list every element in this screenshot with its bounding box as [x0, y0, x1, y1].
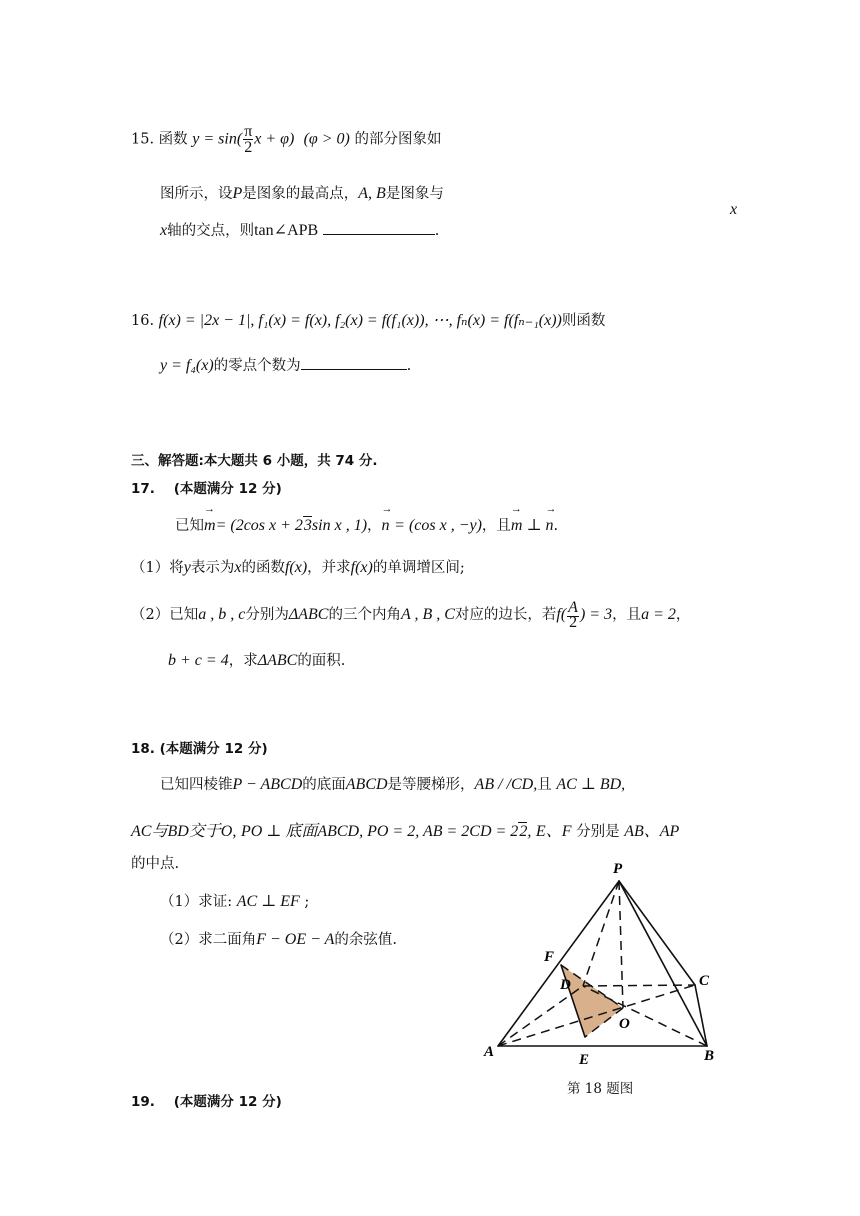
q19-number: 19. [131, 1094, 155, 1110]
q17-text: 对应的边长，若 [454, 607, 557, 623]
q17-math: f( [556, 606, 567, 623]
q17-vector-m: → m [204, 516, 216, 536]
q17-number: 17. [131, 481, 155, 497]
q18-line-1 [160, 775, 625, 795]
q15-math: P [232, 185, 243, 202]
q18-text: 是等腰梯形， [387, 777, 475, 793]
q15-math: tan∠APB [254, 222, 319, 239]
q17-fraction: $\frac{A}{2}$ [568, 599, 578, 631]
q18-math: ABCD [345, 776, 388, 793]
q17-math: = (2cos x + 2 [215, 517, 303, 534]
q18-text: ; [304, 894, 310, 910]
q15-text: . [434, 223, 440, 239]
q18-part-2 [160, 930, 397, 950]
q17-text: ， [367, 518, 382, 534]
q17-text: 分别为 [245, 607, 289, 623]
edge-PD [583, 881, 619, 986]
q18-math: AB / /CD, [474, 776, 538, 793]
q17-text: . [553, 518, 559, 534]
q17-vector-n: → n [546, 516, 554, 536]
q17-text: 的三个内角 [328, 607, 401, 623]
q18-text: 的底面 [302, 777, 346, 793]
q18-text: 已知四棱锥 [160, 777, 233, 793]
q18-score: (本题满分 12 分) [159, 741, 268, 757]
q17-math: ⊥ [522, 517, 546, 534]
label-D: D [560, 977, 571, 993]
q17-math: y [183, 559, 191, 576]
q17-text: ，并求 [307, 560, 351, 576]
q19-header [131, 1092, 282, 1112]
q17-math: sin x , 1) [311, 517, 368, 534]
q16-line-2 [160, 355, 411, 376]
q18-math: PO ⊥ 底面ABCD, PO = 2, AB = 2CD = 2 [240, 823, 519, 840]
q17-part-1 [131, 558, 465, 578]
q17-part-2 [131, 600, 690, 630]
q17-math: f(x) [350, 559, 373, 576]
q17-math: ΔABC [257, 652, 298, 669]
q18-text: 的余弦值. [334, 932, 398, 948]
q18-line-2 [131, 822, 679, 842]
q15-line-3 [160, 220, 439, 241]
q18-sqrt: 2 [519, 823, 528, 840]
q18-text: 且 [537, 777, 552, 793]
q18-figure-caption: 第 18 题图 [567, 1081, 634, 1097]
q15-text: 轴的交点，则 [167, 223, 255, 239]
edge-DC [583, 985, 695, 986]
q15-math: x + φ) [254, 130, 295, 148]
q15-math: x [160, 222, 168, 239]
q18-text: （1）求证: [160, 894, 233, 910]
edge-PC [619, 881, 695, 985]
q18-math: E、F [535, 823, 572, 840]
q15-number: 15. [131, 131, 155, 148]
q17-text: 表示为 [190, 560, 235, 576]
q16-math: f(x) = |2x − 1|, f₁(x) = f(x), f₂(x) = f(f₁(x)), ⋯, fₙ(x) = f(fₙ₋₁(x)) [158, 312, 562, 329]
q17-text: 的函数 [241, 560, 285, 576]
q18-math: F − OE − A [256, 931, 335, 948]
q17-math: ΔABC [288, 606, 329, 623]
edge-PO [619, 881, 623, 1008]
q15-fraction: $\frac{\pi}{2}$ [244, 123, 253, 156]
q15-text: 的部分图象如 [354, 131, 442, 148]
q17-score: (本题满分 12 分) [173, 481, 282, 497]
q18-math: P − ABCD [232, 776, 303, 793]
q15-figure-x-label: x [730, 201, 738, 218]
q18-math: , [527, 823, 532, 840]
q17-math: f(x) [284, 559, 308, 576]
q16-text: 的零点个数为 [213, 358, 301, 374]
q18-line-3: 的中点. [131, 856, 180, 872]
label-O: O [619, 1016, 630, 1032]
q17-text: ，且 [612, 607, 642, 623]
q17-math: = (cos x , −y) [394, 517, 482, 534]
q16-line-1 [131, 311, 605, 331]
q17-part-2-line-2 [168, 651, 345, 671]
section-3-heading: 三、解答题:本大题共 6 小题，共 74 分. [131, 453, 378, 469]
label-E: E [579, 1052, 590, 1068]
q17-math: b + c = 4 [168, 652, 229, 669]
q18-math: AC与BD交于O, [131, 823, 237, 840]
q17-text: 的面积. [297, 653, 346, 669]
q15-condition: (φ > 0) [303, 130, 350, 148]
q17-vector-m: → m [511, 516, 523, 536]
q16-answer-blank[interactable] [301, 355, 407, 370]
q18-number: 18. [131, 741, 155, 757]
edge-BC [695, 985, 707, 1046]
q17-text: （2）已知 [131, 607, 199, 623]
q15-line-1 [131, 124, 441, 155]
q18-math: AB、AP [624, 823, 680, 840]
q18-part-1 [160, 892, 309, 912]
q17-math: A , B , C [400, 606, 455, 623]
q17-vector-n: → n [382, 516, 390, 536]
q18-header [131, 739, 268, 759]
q17-math: a = 2 [641, 606, 676, 623]
q17-text: 的单调增区间; [372, 560, 465, 576]
q18-pyramid-figure [478, 855, 738, 1070]
edge-PB [619, 881, 707, 1046]
q15-text: 是图象与 [385, 186, 444, 202]
q17-text: ， [675, 607, 691, 623]
q17-text: ，求 [228, 653, 258, 669]
label-P: P [613, 861, 623, 877]
q16-number: 16. [131, 313, 155, 329]
q15-text: 是图象的最高点， [242, 186, 359, 202]
q17-math: a , b , c [198, 606, 246, 623]
label-C: C [699, 973, 710, 989]
q19-score: (本题满分 12 分) [173, 1094, 282, 1110]
q17-text: ，且 [481, 518, 511, 534]
q15-line-2 [160, 184, 444, 204]
q18-text: 分别是 [576, 824, 620, 840]
q16-text: 则函数 [561, 313, 606, 329]
q16-math: y = f₄(x) [160, 357, 214, 374]
q18-math: AC ⊥ BD, [556, 776, 626, 793]
q15-math: A, B [358, 185, 386, 202]
q15-text: 图所示，设 [160, 186, 233, 202]
label-F: F [544, 949, 555, 965]
q15-text: 函数 [158, 131, 188, 148]
q17-text: 已知 [175, 518, 204, 534]
q16-text: . [406, 358, 412, 374]
q17-sqrt: 3 [303, 517, 312, 534]
q17-text: （1）将 [131, 560, 184, 576]
q17-line-1 [175, 516, 558, 536]
q17-math: x [234, 559, 242, 576]
q15-math: y = sin( [192, 130, 243, 148]
q15-answer-blank[interactable] [323, 220, 435, 235]
q17-math: ) = 3 [579, 606, 613, 623]
label-A: A [484, 1044, 495, 1060]
q17-header [131, 479, 282, 499]
q18-math: AC ⊥ EF [236, 893, 300, 910]
label-B: B [704, 1048, 715, 1064]
q18-text: （2）求二面角 [160, 932, 257, 948]
